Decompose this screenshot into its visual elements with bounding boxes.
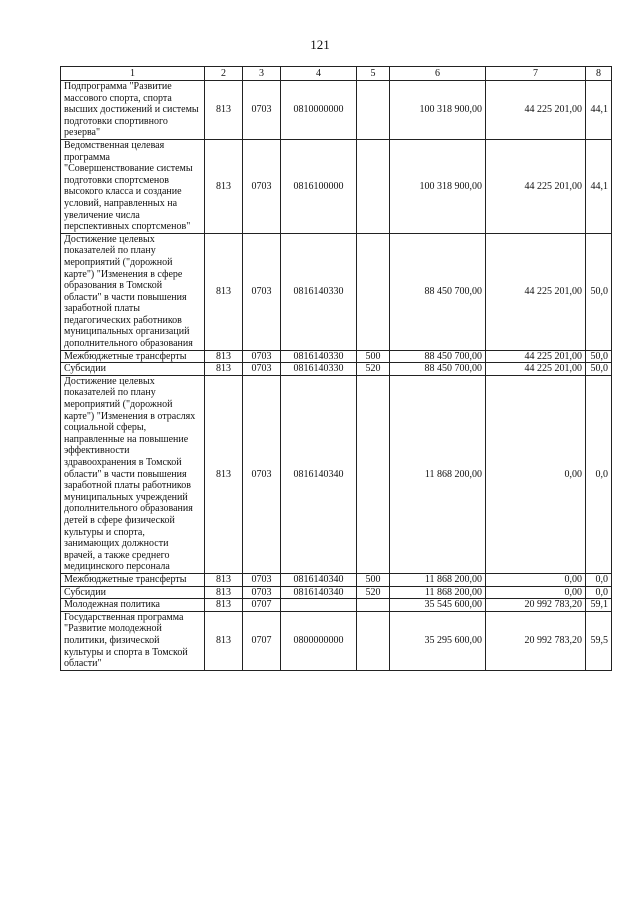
row-executed-amount: 44 225 201,00 (486, 363, 586, 376)
row-name: Межбюджетные трансферты (61, 350, 205, 363)
row-target-code: 0816140330 (281, 350, 357, 363)
row-admin-code: 813 (205, 350, 243, 363)
row-expense-type (357, 139, 390, 233)
row-admin-code: 813 (205, 586, 243, 599)
table-row (61, 599, 612, 612)
header-col-1: 1 (61, 67, 205, 81)
row-percent: 59,1 (586, 599, 612, 612)
row-admin-code: 813 (205, 81, 243, 140)
row-percent: 44,1 (586, 81, 612, 140)
row-executed-amount: 44 225 201,00 (486, 139, 586, 233)
row-percent: 0,0 (586, 573, 612, 586)
row-admin-code: 813 (205, 599, 243, 612)
row-section-code: 0703 (243, 363, 281, 376)
row-executed-amount: 0,00 (486, 375, 586, 573)
row-section-code: 0703 (243, 81, 281, 140)
row-name: Подпрограмма "Развитие массового спорта, спорта высших достижений и системы подготовки спортивного резерва" (61, 81, 205, 140)
row-executed-amount: 0,00 (486, 586, 586, 599)
row-target-code: 0816100000 (281, 139, 357, 233)
row-executed-amount: 20 992 783,20 (486, 599, 586, 612)
row-executed-amount: 44 225 201,00 (486, 350, 586, 363)
row-name: Достижение целевых показателей по плану мероприятий ("дорожной карте") "Изменения в отраслях социальной сферы, направленные на повышение эффективности здравоохранения в Томской области" в части повышения заработной платы работников муниципальных учреждений дополнительного образования детей в сфере физической культуры и спорта, занимающих должности врачей, а также среднего медицинского персонала (61, 375, 205, 573)
row-plan-amount: 88 450 700,00 (390, 350, 486, 363)
row-plan-amount: 100 318 900,00 (390, 139, 486, 233)
row-section-code: 0703 (243, 350, 281, 363)
row-plan-amount: 100 318 900,00 (390, 81, 486, 140)
row-target-code: 0810000000 (281, 81, 357, 140)
row-target-code (281, 599, 357, 612)
header-col-2: 2 (205, 67, 243, 81)
row-percent: 50,0 (586, 350, 612, 363)
table-row (61, 81, 612, 140)
header-col-7: 7 (486, 67, 586, 81)
row-executed-amount: 44 225 201,00 (486, 233, 586, 350)
row-name: Молодежная политика (61, 599, 205, 612)
header-col-4: 4 (281, 67, 357, 81)
header-col-3: 3 (243, 67, 281, 81)
row-executed-amount: 20 992 783,20 (486, 611, 586, 670)
row-section-code: 0703 (243, 139, 281, 233)
row-percent: 50,0 (586, 363, 612, 376)
row-target-code: 0816140330 (281, 363, 357, 376)
row-name: Достижение целевых показателей по плану мероприятий ("дорожной карте") "Изменения в сфере образования в Томской области" в части повышения заработной платы педагогических работников муниципальных организаций дополнительного образования (61, 233, 205, 350)
row-plan-amount: 35 295 600,00 (390, 611, 486, 670)
table-row (61, 233, 612, 350)
row-expense-type (357, 611, 390, 670)
row-target-code: 0816140340 (281, 375, 357, 573)
row-section-code: 0703 (243, 233, 281, 350)
row-percent: 0,0 (586, 375, 612, 573)
row-target-code: 0800000000 (281, 611, 357, 670)
page-number: 121 (310, 37, 330, 52)
row-expense-type (357, 375, 390, 573)
row-admin-code: 813 (205, 611, 243, 670)
row-expense-type (357, 81, 390, 140)
row-plan-amount: 35 545 600,00 (390, 599, 486, 612)
row-target-code: 0816140340 (281, 573, 357, 586)
row-target-code: 0816140330 (281, 233, 357, 350)
table-row (61, 375, 612, 573)
row-percent: 44,1 (586, 139, 612, 233)
row-name: Межбюджетные трансферты (61, 573, 205, 586)
table-row (61, 573, 612, 586)
table-row (61, 139, 612, 233)
row-percent: 0,0 (586, 586, 612, 599)
row-plan-amount: 88 450 700,00 (390, 233, 486, 350)
row-name: Государственная программа "Развитие молодежной политики, физической культуры и спорта в Томской области" (61, 611, 205, 670)
row-expense-type: 500 (357, 350, 390, 363)
row-admin-code: 813 (205, 233, 243, 350)
table-row (61, 363, 612, 376)
row-admin-code: 813 (205, 363, 243, 376)
row-executed-amount: 0,00 (486, 573, 586, 586)
row-expense-type: 520 (357, 586, 390, 599)
table-row (61, 586, 612, 599)
row-section-code: 0707 (243, 611, 281, 670)
row-expense-type: 500 (357, 573, 390, 586)
row-expense-type (357, 233, 390, 350)
row-name: Ведомственная целевая программа "Совершенствование системы подготовки спортсменов высокого класса и создание условий, направленных на увеличение числа перспективных спортсменов" (61, 139, 205, 233)
header-col-6: 6 (390, 67, 486, 81)
table-row (61, 611, 612, 670)
row-admin-code: 813 (205, 139, 243, 233)
row-expense-type (357, 599, 390, 612)
row-target-code: 0816140340 (281, 586, 357, 599)
row-plan-amount: 11 868 200,00 (390, 586, 486, 599)
row-percent: 50,0 (586, 233, 612, 350)
table-row (61, 350, 612, 363)
row-percent: 59,5 (586, 611, 612, 670)
row-section-code: 0703 (243, 573, 281, 586)
row-plan-amount: 11 868 200,00 (390, 573, 486, 586)
row-admin-code: 813 (205, 375, 243, 573)
row-plan-amount: 11 868 200,00 (390, 375, 486, 573)
header-col-5: 5 (357, 67, 390, 81)
row-section-code: 0707 (243, 599, 281, 612)
row-plan-amount: 88 450 700,00 (390, 363, 486, 376)
row-admin-code: 813 (205, 573, 243, 586)
row-section-code: 0703 (243, 375, 281, 573)
header-col-8: 8 (586, 67, 612, 81)
row-name: Субсидии (61, 363, 205, 376)
row-executed-amount: 44 225 201,00 (486, 81, 586, 140)
header-row (61, 67, 612, 81)
row-expense-type: 520 (357, 363, 390, 376)
row-name: Субсидии (61, 586, 205, 599)
budget-table (60, 66, 612, 671)
row-section-code: 0703 (243, 586, 281, 599)
